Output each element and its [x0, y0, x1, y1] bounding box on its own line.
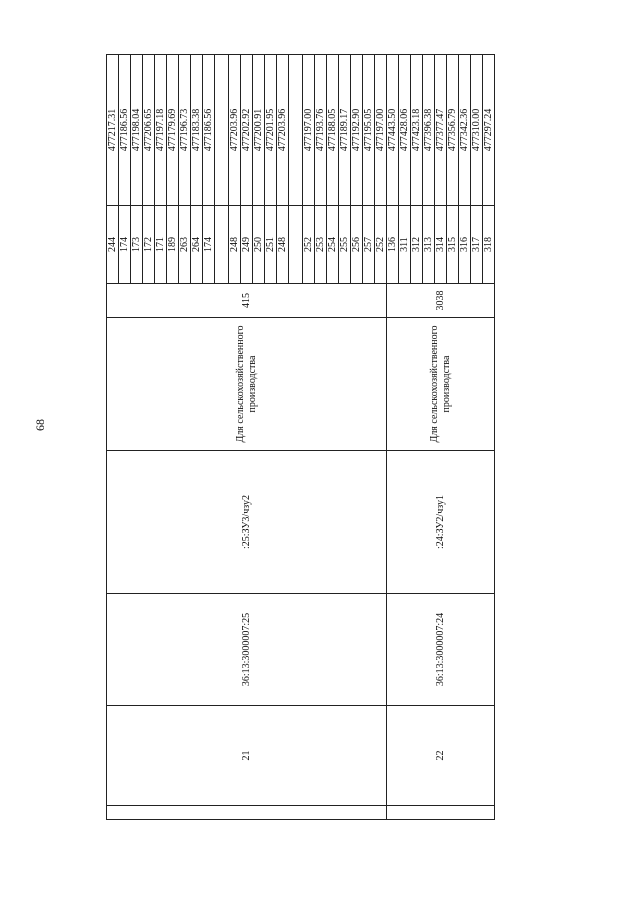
point-number: 256	[351, 206, 363, 284]
point-number: 252	[375, 206, 387, 284]
point-number: 251	[265, 206, 277, 284]
cadastral-number: 36:13:3000007:25	[107, 594, 387, 706]
coord-x: 477377.47	[435, 55, 447, 206]
coord-x: 477203.96	[229, 55, 241, 206]
empty-cell	[215, 55, 229, 206]
cadastral-number: 36:13:3000007:24	[387, 594, 495, 706]
point-number: 244	[107, 206, 119, 284]
parcel-id: :25:ЗУ3/чзу2	[107, 451, 387, 594]
point-number: 263	[179, 206, 191, 284]
point-number: 189	[167, 206, 179, 284]
coord-x: 477297.24	[483, 55, 495, 206]
point-number: 172	[143, 206, 155, 284]
coord-x: 477197.00	[375, 55, 387, 206]
coord-x: 477192.90	[351, 55, 363, 206]
table-row	[107, 55, 119, 820]
coord-x: 477193.76	[315, 55, 327, 206]
area-value: 415	[107, 284, 387, 318]
land-purpose: Для сельскохозяйственного производства	[107, 318, 387, 451]
point-number: 250	[253, 206, 265, 284]
table-row	[387, 55, 399, 820]
coord-x: 477356.79	[447, 55, 459, 206]
point-number: 257	[363, 206, 375, 284]
land-purpose: Для сельскохозяйственного производства	[387, 318, 495, 451]
point-number: 254	[327, 206, 339, 284]
parcel-id: :24:ЗУ2/чзу1	[387, 451, 495, 594]
coord-x: 477179.69	[167, 55, 179, 206]
coord-x: 477443.50	[387, 55, 399, 206]
coord-x: 477201.95	[265, 55, 277, 206]
point-number: 255	[339, 206, 351, 284]
coord-x: 477195.05	[363, 55, 375, 206]
coord-x: 477183.38	[191, 55, 203, 206]
point-number: 311	[399, 206, 411, 284]
point-number: 249	[241, 206, 253, 284]
coord-x: 477189.17	[339, 55, 351, 206]
coord-x: 477217.31	[107, 55, 119, 206]
point-number: 314	[435, 206, 447, 284]
point-number: 174	[203, 206, 215, 284]
coord-x: 477310.00	[471, 55, 483, 206]
coord-x: 477196.73	[179, 55, 191, 206]
coord-x: 477206.65	[143, 55, 155, 206]
index-spacer	[387, 806, 495, 820]
coordinates-table	[106, 54, 495, 820]
coord-x: 477197.18	[155, 55, 167, 206]
point-number: 316	[459, 206, 471, 284]
coord-x: 477423.18	[411, 55, 423, 206]
point-number: 313	[423, 206, 435, 284]
point-number: 264	[191, 206, 203, 284]
area-value: 3038	[387, 284, 495, 318]
coord-x: 477188.05	[327, 55, 339, 206]
point-number: 248	[277, 206, 289, 284]
coord-x: 477202.92	[241, 55, 253, 206]
point-number: 312	[411, 206, 423, 284]
point-number: 248	[229, 206, 241, 284]
point-number: 173	[131, 206, 143, 284]
coord-x: 477186.56	[119, 55, 131, 206]
page-number: 68	[33, 419, 47, 431]
point-number: 171	[155, 206, 167, 284]
point-number: 252	[303, 206, 315, 284]
coord-x: 477428.06	[399, 55, 411, 206]
empty-cell	[289, 55, 303, 206]
index-spacer	[107, 806, 387, 820]
point-number: 318	[483, 206, 495, 284]
point-number: 315	[447, 206, 459, 284]
coord-x: 477198.04	[131, 55, 143, 206]
record-index: 21	[107, 706, 387, 806]
table-body	[107, 55, 495, 820]
empty-cell	[289, 206, 303, 284]
point-number: 253	[315, 206, 327, 284]
coord-x: 477197.00	[303, 55, 315, 206]
coord-x: 477200.91	[253, 55, 265, 206]
coord-x: 477203.96	[277, 55, 289, 206]
coord-x: 477342.36	[459, 55, 471, 206]
record-index: 22	[387, 706, 495, 806]
coord-x: 477186.56	[203, 55, 215, 206]
coordinates-table-rotated	[106, 55, 601, 820]
point-number: 174	[119, 206, 131, 284]
coord-x: 477396.38	[423, 55, 435, 206]
point-number: 317	[471, 206, 483, 284]
empty-cell	[215, 206, 229, 284]
point-number: 136	[387, 206, 399, 284]
